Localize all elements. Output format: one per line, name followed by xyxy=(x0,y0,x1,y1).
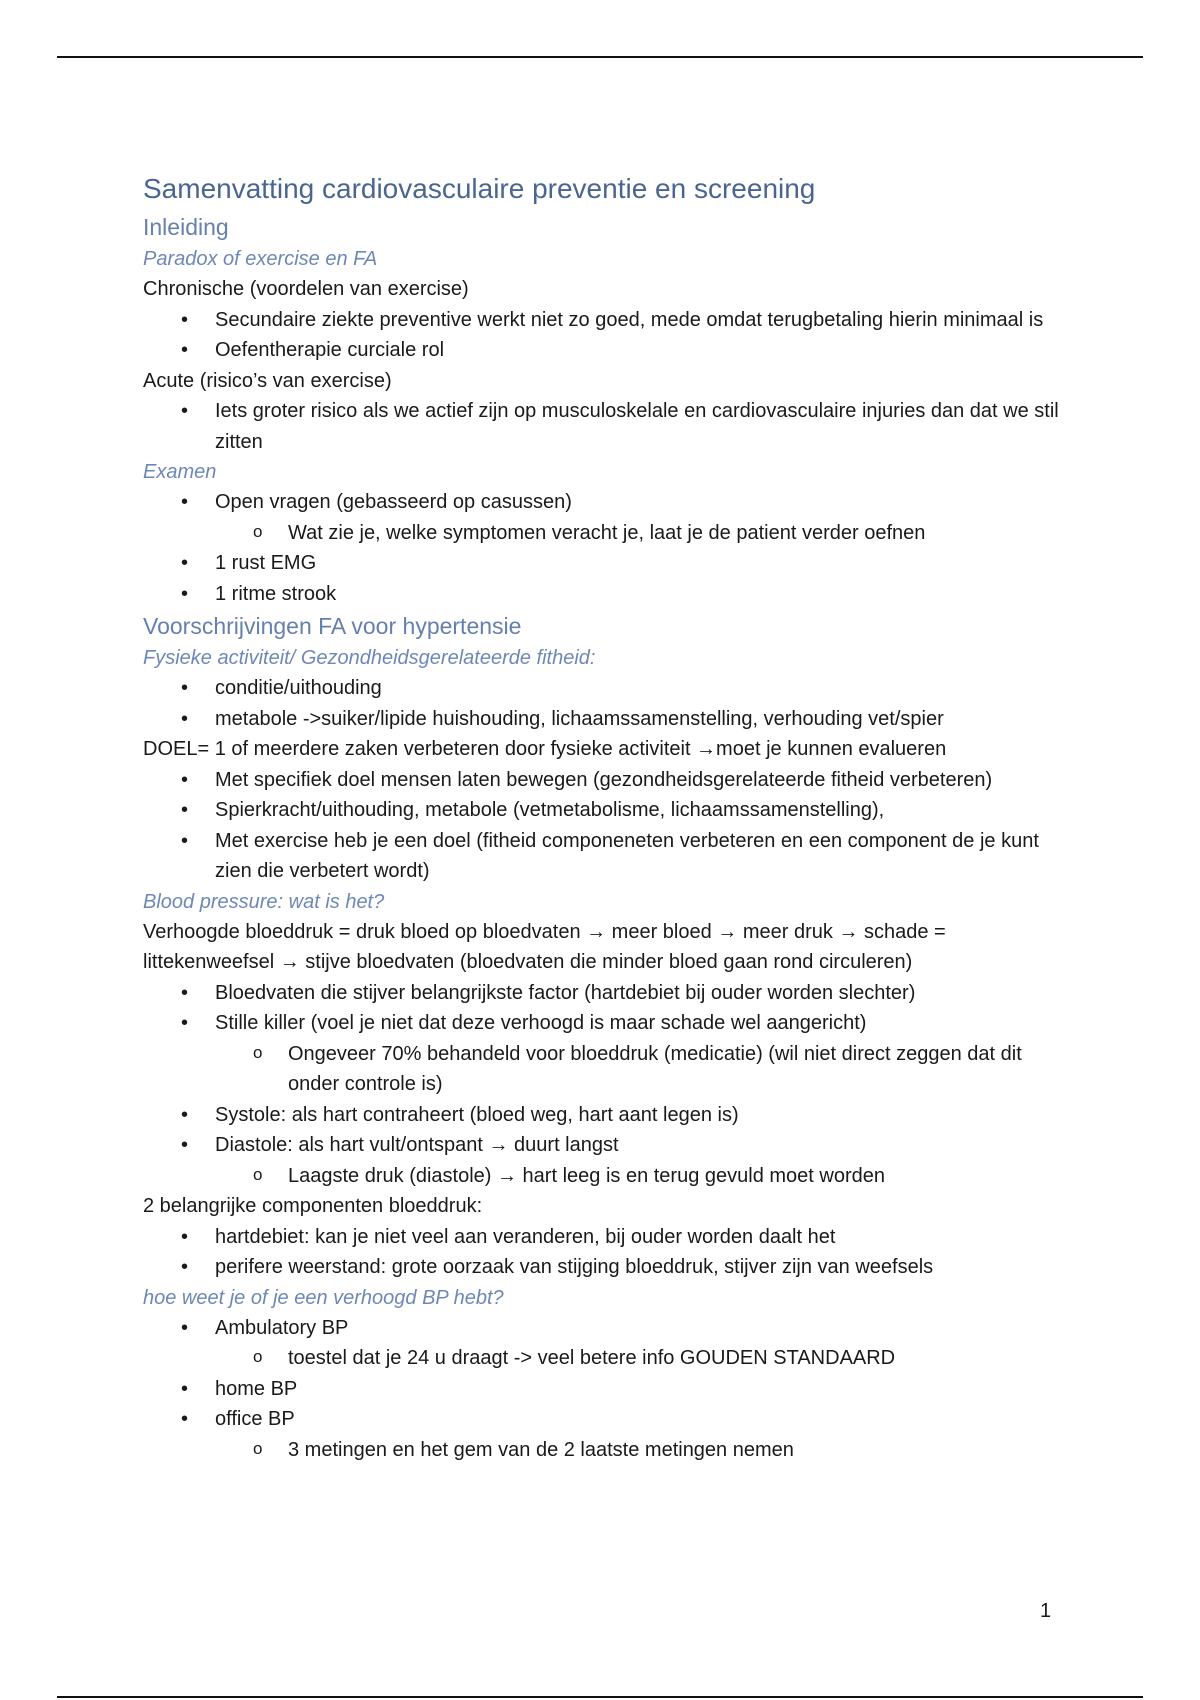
list-item: • Secundaire ziekte preventive werkt niet zo goed, mede omdat terugbetaling hierin minimaal is xyxy=(143,305,1063,336)
components-label: 2 belangrijke componenten bloeddruk: xyxy=(143,1195,483,1217)
sub-list-item: o Laagste druk (diastole) → hart leeg is en terug gevuld moet worden xyxy=(143,1161,1063,1192)
bp-list xyxy=(143,978,1063,1192)
sub-list-item: o 3 metingen en het gem van de 2 laatste metingen nemen xyxy=(143,1435,1063,1466)
list-item: • Met exercise heb je een doel (fitheid componeneten verbeteren en een component de je kunt zien die verbetert wordt) xyxy=(143,826,1063,887)
list-item: • Systole: als hart contraheert (bloed weg, hart aant legen is) xyxy=(143,1100,1063,1131)
sub-list-item: o toestel dat je 24 u draagt -> veel betere info GOUDEN STANDAARD xyxy=(143,1343,1063,1374)
components-list xyxy=(143,1222,1063,1283)
list-item: • Iets groter risico als we actief zijn op musculoskelale en cardiovasculaire injuries dan dat we stil zitten xyxy=(143,396,1063,457)
list-item: • Diastole: als hart vult/ontspant → duurt langst xyxy=(143,1130,1063,1161)
list-item: • Oefentherapie curciale rol xyxy=(143,335,1063,366)
list-item: • Ambulatory BP xyxy=(143,1313,1063,1344)
doel-line: DOEL= 1 of meerdere zaken verbeteren door fysieke activiteit →moet je kunnen evalueren xyxy=(143,738,947,760)
document-title: Samenvatting cardiovasculaire preventie en screening xyxy=(143,173,816,204)
list-item: • 1 ritme strook xyxy=(143,579,1063,610)
list-item: • conditie/uithouding xyxy=(143,673,1063,704)
chronisch-label: Chronische (voordelen van exercise) xyxy=(143,278,469,300)
subheading-paradox: Paradox of exercise en FA xyxy=(143,248,378,270)
list-item: • office BP xyxy=(143,1404,1063,1435)
acute-label: Acute (risico’s van exercise) xyxy=(143,369,392,392)
list-item: • metabole ->suiker/lipide huishouding, lichaamssamenstelling, verhouding vet/spier xyxy=(143,704,1063,735)
list-item: • Bloedvaten die stijver belangrijkste factor (hartdebiet bij ouder worden slechter) xyxy=(143,978,1063,1009)
list-item: • Open vragen (gebasseerd op casussen) xyxy=(143,487,1063,518)
chronisch-list xyxy=(143,305,1063,366)
subheading-fysieke-activiteit: Fysieke activiteit/ Gezondheidsgerelateerde fitheid: xyxy=(143,647,596,669)
footer-rule xyxy=(57,1696,1143,1698)
document-body xyxy=(143,168,1063,1465)
examen-list xyxy=(143,487,1063,609)
list-item: • Spierkracht/uithouding, metabole (vetmetabolisme, lichaamssamenstelling), xyxy=(143,795,1063,826)
subheading-blood-pressure: Blood pressure: wat is het? xyxy=(143,890,385,913)
page-number: 1 xyxy=(1040,1600,1052,1622)
list-item: • Met specifiek doel mensen laten bewegen (gezondheidsgerelateerde fitheid verbeteren) xyxy=(143,765,1063,796)
heading-voorschrijvingen: Voorschrijvingen FA voor hypertensie xyxy=(143,613,522,639)
list-item: • Stille killer (voel je niet dat deze verhoogd is maar schade wel aangericht) xyxy=(143,1008,1063,1039)
sub-list-item: o Wat zie je, welke symptomen veracht je, laat je de patient verder oefnen xyxy=(143,518,1063,549)
heading-inleiding: Inleiding xyxy=(143,214,229,240)
meten-list xyxy=(143,1313,1063,1466)
acute-list xyxy=(143,396,1063,457)
subheading-meten: hoe weet je of je een verhoogd BP hebt? xyxy=(143,1286,504,1309)
sub-list-item: o Ongeveer 70% behandeld voor bloeddruk (medicatie) (wil niet direct zeggen dat dit onder controle is) xyxy=(143,1039,1063,1100)
list-item: • perifere weerstand: grote oorzaak van stijging bloeddruk, stijver zijn van weefsels xyxy=(143,1252,1063,1283)
bp-intro: Verhoogde bloeddruk = druk bloed op bloedvaten → meer bloed → meer druk → schade = littekenweefsel → stijve bloedvaten (bloedvaten die minder bloed gaan rond circuleren) xyxy=(143,920,946,973)
doel-list xyxy=(143,765,1063,887)
list-item: • home BP xyxy=(143,1374,1063,1405)
list-item: • hartdebiet: kan je niet veel aan veranderen, bij ouder worden daalt het xyxy=(143,1222,1063,1253)
subheading-examen: Examen xyxy=(143,461,217,483)
fysiek-list xyxy=(143,673,1063,734)
list-item: • 1 rust EMG xyxy=(143,548,1063,579)
header-rule xyxy=(57,56,1143,58)
